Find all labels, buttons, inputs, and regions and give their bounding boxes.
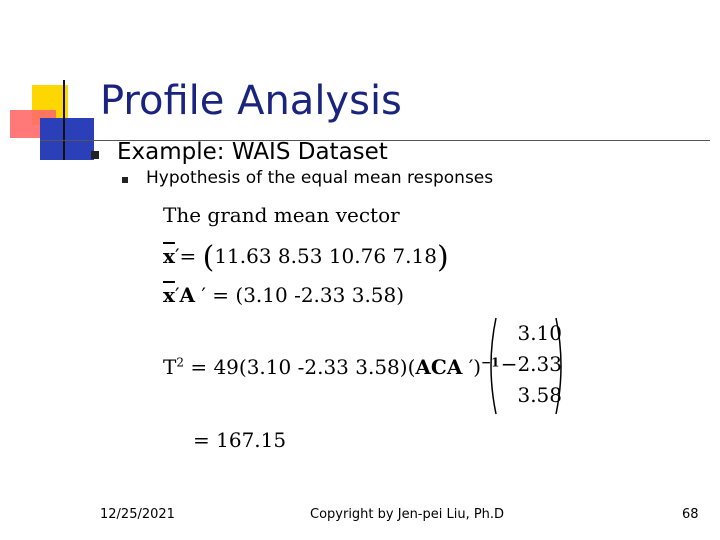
t2-sup: 2 [176, 355, 184, 370]
t2-inverse: −1 [481, 355, 500, 370]
bullet-text-1: Example: WAIS Dataset [117, 139, 388, 165]
decor-vertical-line [63, 80, 65, 160]
bullet-icon [91, 151, 99, 159]
column-vector [496, 318, 562, 411]
xa-prime: ′ [174, 283, 180, 307]
bullet-text-2: Hypothesis of the equal mean responses [146, 168, 494, 188]
xa-matrix-a: A [179, 283, 196, 307]
t2-symbol: T [163, 355, 177, 379]
paren-open: ( [202, 240, 215, 275]
bullet-icon [122, 177, 128, 183]
math-heading: The grand mean vector [163, 203, 400, 227]
t2-body: = 49(3.10 -2.33 3.58)( [183, 355, 416, 379]
footer-date: 12/25/2021 [100, 507, 175, 522]
xbar-values: 11.63 8.53 10.76 7.18 [214, 244, 437, 268]
xa-x-symbol: $\overline{x}$ [163, 283, 175, 307]
t2-aca: ACA [415, 355, 463, 379]
col-value: 3.58 [517, 383, 562, 407]
col-value: 3.10 [517, 321, 562, 345]
slide-title: Profile Analysis [100, 78, 402, 124]
xa-values: ′ = (3.10 -2.33 3.58) [195, 283, 405, 307]
math-result: = 167.15 [193, 428, 287, 452]
footer-copyright: Copyright by Jen-pei Liu, Ph.D [310, 507, 505, 522]
footer-page-number: 68 [682, 507, 699, 522]
xbar-eq: ′= [174, 244, 203, 268]
col-value: −2.33 [500, 352, 562, 376]
math-xbar-line [163, 240, 449, 275]
math-t2-line [163, 355, 499, 379]
xbar-symbol: $\overline{x}$ [163, 244, 175, 268]
decor-blue-square [40, 118, 94, 160]
math-xa-line [163, 283, 404, 307]
paren-close: ) [436, 240, 449, 275]
t2-close: ′) [462, 355, 482, 379]
